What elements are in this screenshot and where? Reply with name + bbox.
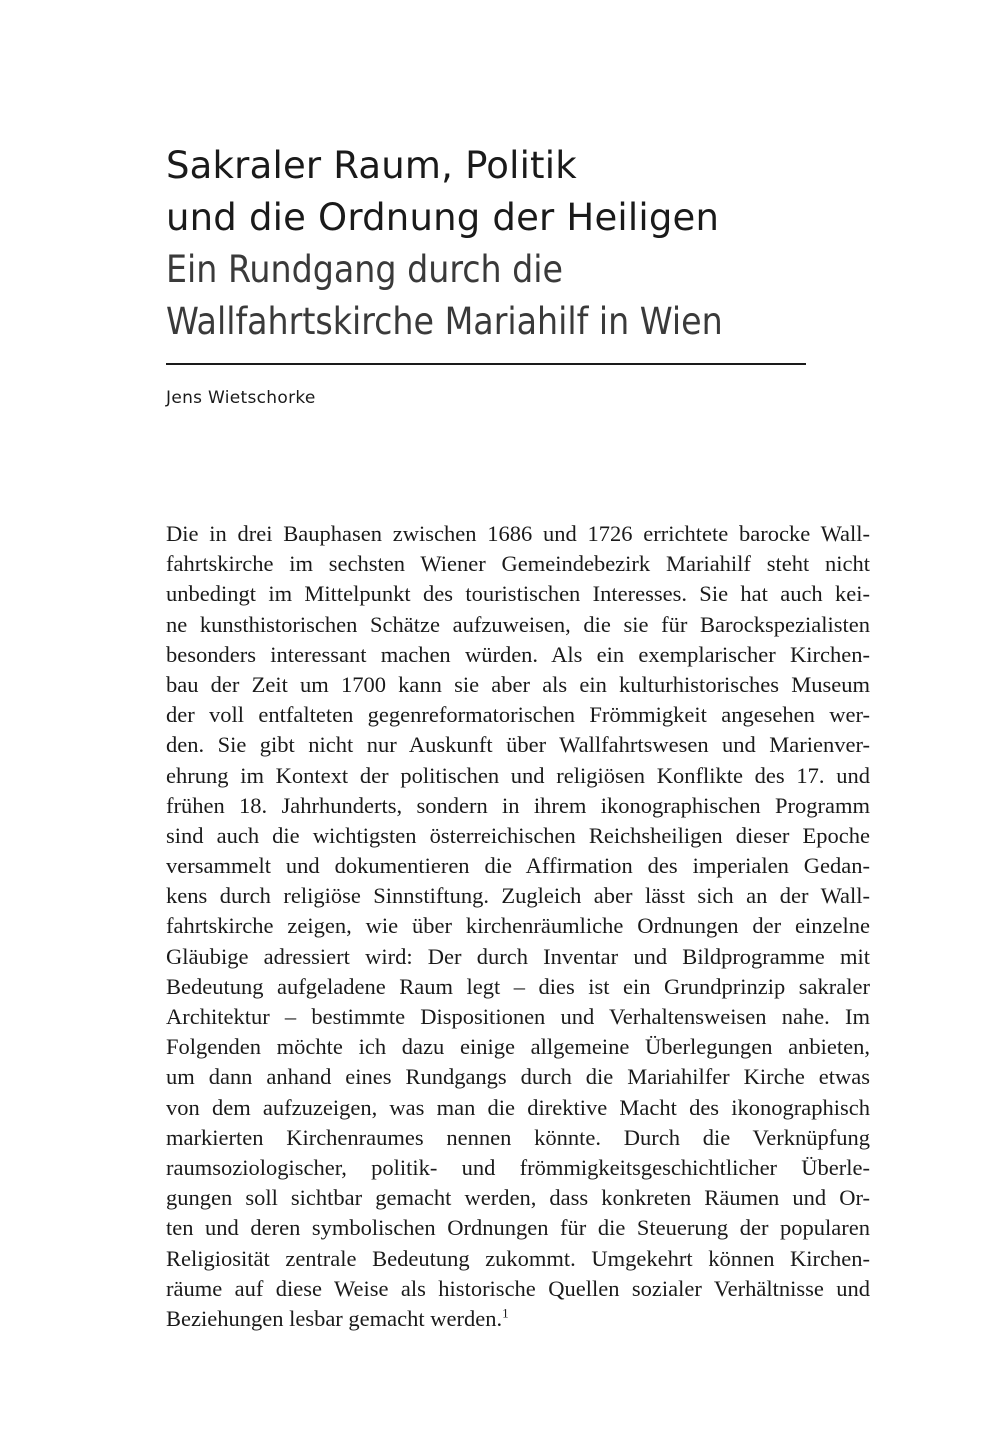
- body-line: Architektur – bestimmte Dispositionen und Verhaltensweisen nahe. Im: [166, 1004, 870, 1029]
- body-line: Folgenden möchte ich dazu einige allgemeine Überlegungen anbieten,: [166, 1034, 870, 1060]
- body-last-line-text: Beziehungen lesbar gemacht werden.: [166, 1305, 503, 1331]
- body-line: Religiosität zentrale Bedeutung zukommt. Umgekehrt können Kirchen-: [166, 1245, 870, 1271]
- body-line: versammelt und dokumentieren die Affirmation des imperialen Gedan-: [166, 853, 870, 879]
- chapter-subtitle-line-2: Wallfahrtskirche Mariahilf in Wien: [166, 300, 723, 343]
- chapter-title-line-2: und die Ordnung der Heiligen: [166, 196, 720, 239]
- body-line: Gläubige adressiert wird: Der durch Inventar und Bildprogramme mit: [166, 943, 870, 969]
- chapter-title-line-1: Sakraler Raum, Politik: [166, 144, 577, 187]
- body-line: ten und deren symbolischen Ordnungen für die Steuerung der popularen: [166, 1215, 870, 1241]
- body-line: räume auf diese Weise als historische Quellen sozialer Verhältnisse und: [166, 1275, 870, 1301]
- body-line: besonders interessant machen würden. Als ein exemplarischer Kirchen-: [166, 641, 870, 667]
- body-paragraph: [166, 519, 870, 1334]
- body-line: ehrung im Kontext der politischen und religiösen Konflikte des 17. und: [166, 762, 870, 788]
- body-line: Die in drei Bauphasen zwischen 1686 und 1726 errichtete barocke Wall-: [166, 521, 870, 546]
- body-line: kens durch religiöse Sinnstiftung. Zugleich aber lässt sich an der Wall-: [166, 883, 870, 909]
- body-line: sind auch die wichtigsten österreichischen Reichsheiligen dieser Epoche: [166, 822, 870, 848]
- body-line: Bedeutung aufgeladene Raum legt – dies ist ein Grundprinzip sakraler: [166, 973, 870, 999]
- chapter-title-block: [166, 140, 826, 348]
- body-line: ne kunsthistorischen Schätze aufzuweisen, die sie für Barockspezialisten: [166, 611, 870, 637]
- body-line: den. Sie gibt nicht nur Auskunft über Wallfahrtswesen und Marienver-: [166, 732, 870, 758]
- body-line: gungen soll sichtbar gemacht werden, dass konkreten Räumen und Or-: [166, 1185, 870, 1211]
- body-line: von dem aufzuzeigen, was man die direktive Macht des ikonographisch: [166, 1094, 870, 1120]
- body-line: unbedingt im Mittelpunkt des touristischen Interesses. Sie hat auch kei-: [166, 581, 870, 607]
- body-line: raumsoziologischer, politik- und frömmigkeitsgeschichtlicher Überle-: [166, 1154, 870, 1180]
- author-name: Jens Wietschorke: [166, 388, 316, 408]
- body-line: markierten Kirchenraumes nennen könnte. Durch die Verknüpfung: [166, 1124, 870, 1150]
- footnote-reference[interactable]: 1: [502, 1305, 509, 1321]
- body-line: der voll entfalteten gegenreformatorischen Frömmigkeit angesehen wer-: [166, 702, 870, 728]
- chapter-subtitle-line-1: Ein Rundgang durch die: [166, 248, 564, 291]
- body-last-line: [166, 1304, 870, 1334]
- body-line: um dann anhand eines Rundgangs durch die Mariahilfer Kirche etwas: [166, 1064, 870, 1090]
- body-line: frühen 18. Jahrhunderts, sondern in ihrem ikonographischen Programm: [166, 792, 870, 818]
- body-line: fahrtskirche zeigen, wie über kirchenräumliche Ordnungen der einzelne: [166, 913, 870, 939]
- body-line: bau der Zeit um 1700 kann sie aber als ein kulturhistorisches Museum: [166, 671, 870, 697]
- title-divider: [166, 363, 806, 365]
- body-line: fahrtskirche im sechsten Wiener Gemeindebezirk Mariahilf steht nicht: [166, 551, 870, 577]
